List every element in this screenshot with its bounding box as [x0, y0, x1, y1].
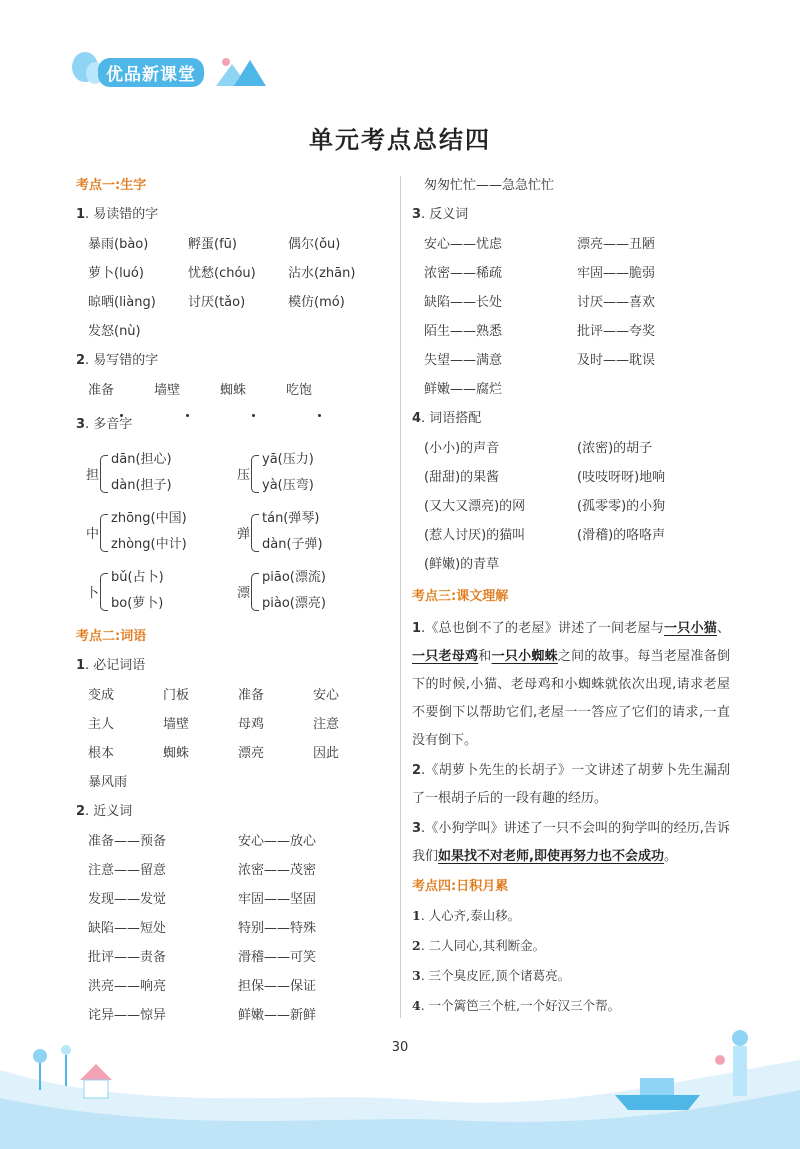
word: 根本 — [88, 746, 115, 761]
word-pair: 缺陷——长处 — [424, 295, 503, 310]
reading: piāo(漂流) — [262, 569, 326, 585]
pair-row — [76, 831, 388, 860]
section-title: 考点二:词语 — [76, 629, 147, 644]
reading: zhòng(中计) — [111, 536, 187, 552]
word-pair: 匆匆忙忙——急急忙忙 — [424, 178, 555, 193]
reading: bo(萝卜) — [111, 595, 164, 611]
pair-row — [412, 525, 730, 554]
word-pair: 安心——忧虑 — [424, 237, 503, 252]
word-pair: 特别——特殊 — [238, 921, 317, 936]
collocation: (吱吱呀呀)地响 — [577, 470, 666, 485]
understanding-item: 3.《小狗学叫》讲述了一只不会叫的狗学叫的经历,告诉我们如果找不对老师,即使再努力也不会成功。 — [412, 821, 730, 864]
pair-row — [412, 321, 730, 350]
word-pair: 陌生——熟悉 — [424, 324, 503, 339]
collocation: (孤零零)的小狗 — [577, 499, 666, 514]
pair-row — [412, 234, 730, 263]
word: 讨厌(tǎo) — [188, 295, 246, 310]
understanding-item: 2.《胡萝卜先生的长胡子》一文讲述了胡萝卜先生漏刮了一根胡子后的一段有趣的经历。 — [412, 763, 730, 806]
collocation: (惹人讨厌)的猫叫 — [424, 528, 526, 543]
pair-row — [412, 379, 730, 408]
word: 沾水(zhān) — [288, 266, 356, 281]
pair-row — [76, 889, 388, 918]
polyphone-row — [76, 503, 388, 562]
section-title: 考点一:生字 — [76, 178, 147, 193]
word: 偶尔(ǒu) — [288, 237, 341, 252]
word-pair: 失望——满意 — [424, 353, 503, 368]
right-column — [412, 176, 730, 1025]
word-pair: 注意——留意 — [88, 863, 167, 878]
word: 暴风雨 — [88, 775, 128, 790]
word: 孵蛋(fū) — [188, 237, 237, 252]
word-pair: 批评——责备 — [88, 950, 167, 965]
word-row — [76, 685, 388, 714]
word-pair: 诧异——惊异 — [88, 1008, 167, 1023]
collocation: (浓密)的胡子 — [577, 441, 653, 456]
polyphone-row — [76, 444, 388, 503]
brace-icon — [251, 573, 259, 611]
word-pair: 漂亮——丑陋 — [577, 237, 656, 252]
word: 注意 — [313, 717, 340, 732]
subsection-title: 2. 近义词 — [76, 804, 133, 819]
word: 漂亮 — [238, 746, 265, 761]
word: 安心 — [313, 688, 340, 703]
saying: 1. 人心齐,泰山移。 — [412, 908, 521, 923]
collocation: (滑稽)的咯咯声 — [577, 528, 666, 543]
word-row — [76, 772, 388, 801]
saying: 2. 二人同心,其利断金。 — [412, 938, 546, 953]
word: 母鸡 — [238, 717, 265, 732]
word: 晾晒(liàng) — [88, 295, 156, 310]
word-pair: 发现——发觉 — [88, 892, 167, 907]
reading: piào(漂亮) — [262, 595, 326, 611]
collocation: (甜甜)的果酱 — [424, 470, 500, 485]
word-pair: 鲜嫩——腐烂 — [424, 382, 503, 397]
word: 墙壁 — [163, 717, 190, 732]
pair-row — [412, 554, 730, 583]
word-pair: 浓密——茂密 — [238, 863, 317, 878]
section-title: 考点三:课文理解 — [412, 589, 509, 604]
collocation: (又大又漂亮)的网 — [424, 499, 526, 514]
collocation: (鲜嫩)的青草 — [424, 557, 500, 572]
polyphone-char: 弹 — [237, 527, 251, 542]
column-divider — [400, 176, 401, 1018]
word-pair: 缺陷——短处 — [88, 921, 167, 936]
word-row — [76, 234, 388, 263]
word-row — [76, 743, 388, 772]
pair-row — [76, 860, 388, 889]
pair-row — [412, 263, 730, 292]
word-row — [76, 714, 388, 743]
subsection-title: 4. 词语搭配 — [412, 411, 482, 426]
word: 因此 — [313, 746, 340, 761]
polyphone-char: 卜 — [86, 586, 100, 601]
word-row — [76, 263, 388, 292]
page-number: 30 — [391, 1040, 409, 1055]
saying: 3. 三个臭皮匠,顶个诸葛亮。 — [412, 968, 571, 983]
left-column — [76, 176, 388, 1034]
brace-icon — [100, 514, 108, 552]
word: 暴雨(bào) — [88, 237, 149, 252]
page-title: 单元考点总结四 — [309, 126, 491, 154]
word-pair: 滑稽——可笑 — [238, 950, 317, 965]
brace-icon — [251, 455, 259, 493]
reading: dàn(子弹) — [262, 536, 323, 552]
word-pair: 牢固——脆弱 — [577, 266, 656, 281]
word-pair: 鲜嫩——新鲜 — [238, 1008, 317, 1023]
polyphone-group — [86, 444, 237, 503]
logo-text: 优品新课堂 — [98, 58, 204, 87]
word: 变成 — [88, 688, 115, 703]
polyphone-char: 担 — [86, 468, 100, 483]
subsection-title: 1. 必记词语 — [76, 658, 146, 673]
word: 墙壁 — [154, 380, 220, 414]
reading: dàn(担子) — [111, 477, 172, 493]
word: 主人 — [88, 717, 115, 732]
word: 准备 — [238, 688, 265, 703]
polyphone-group — [237, 503, 388, 562]
word: 蜘蛛 — [163, 746, 190, 761]
polyphone-char: 压 — [237, 468, 251, 483]
word-pair: 准备——预备 — [88, 834, 167, 849]
polyphone-row — [76, 562, 388, 621]
word: 门板 — [163, 688, 190, 703]
word-pair: 浓密——稀疏 — [424, 266, 503, 281]
polyphone-group — [86, 503, 237, 562]
word-pair: 担保——保证 — [238, 979, 317, 994]
reading: zhōng(中国) — [111, 510, 187, 526]
brace-icon — [100, 455, 108, 493]
word-pair: 安心——放心 — [238, 834, 317, 849]
word: 蜘蛛 — [220, 380, 286, 414]
understanding-item: 1.《总也倒不了的老屋》讲述了一间老屋与一只小猫、一只老母鸡和一只小蜘蛛之间的故事。每当老屋准备倒下的时候,小猫、老母鸡和小蜘蛛就依次出现,请求老屋不要倒下以帮助它们,老屋一一答应了它们的请求,一直没有倒下。 — [412, 621, 730, 748]
pair-row — [76, 918, 388, 947]
word: 吃饱 — [286, 380, 352, 414]
pair-row — [412, 496, 730, 525]
brand-logo — [72, 48, 272, 96]
section-title: 考点四:日积月累 — [412, 879, 509, 894]
pair-row — [412, 438, 730, 467]
saying: 4. 一个篱笆三个桩,一个好汉三个帮。 — [412, 998, 621, 1013]
reading: bǔ(占卜) — [111, 569, 164, 585]
word-pair: 牢固——坚固 — [238, 892, 317, 907]
mountain-icon — [212, 56, 268, 90]
word-pair: 批评——夸奖 — [577, 324, 656, 339]
polyphone-char: 漂 — [237, 586, 251, 601]
polyphone-group — [237, 562, 388, 621]
word: 忧愁(chóu) — [188, 266, 256, 281]
word: 模仿(mó) — [288, 295, 345, 310]
word-pair: 及时——耽误 — [577, 353, 656, 368]
pair-row — [412, 467, 730, 496]
word: 准备 — [88, 380, 154, 414]
reading: yā(压力) — [262, 451, 314, 467]
word-row — [76, 321, 388, 350]
pair-row — [76, 976, 388, 1005]
pair-row — [76, 947, 388, 976]
reading: dān(担心) — [111, 451, 172, 467]
reading: tán(弹琴) — [262, 510, 320, 526]
polyphone-group — [237, 444, 388, 503]
word-pair: 讨厌——喜欢 — [577, 295, 656, 310]
brace-icon — [251, 514, 259, 552]
reading: yà(压弯) — [262, 477, 314, 493]
collocation: (小小)的声音 — [424, 441, 500, 456]
word-pair: 洪亮——响亮 — [88, 979, 167, 994]
pair-row — [412, 350, 730, 379]
subsection-title: 2. 易写错的字 — [76, 353, 159, 368]
word-row — [76, 292, 388, 321]
word: 萝卜(luó) — [88, 266, 144, 281]
polyphone-char: 中 — [86, 527, 100, 542]
brace-icon — [100, 573, 108, 611]
house-icon — [80, 1064, 112, 1098]
polyphone-group — [86, 562, 237, 621]
word-row — [76, 380, 388, 414]
subsection-title: 1. 易读错的字 — [76, 207, 159, 222]
subsection-title: 3. 多音字 — [76, 417, 133, 432]
word: 发怒(nù) — [88, 324, 141, 339]
pair-row — [412, 292, 730, 321]
subsection-title: 3. 反义词 — [412, 207, 469, 222]
